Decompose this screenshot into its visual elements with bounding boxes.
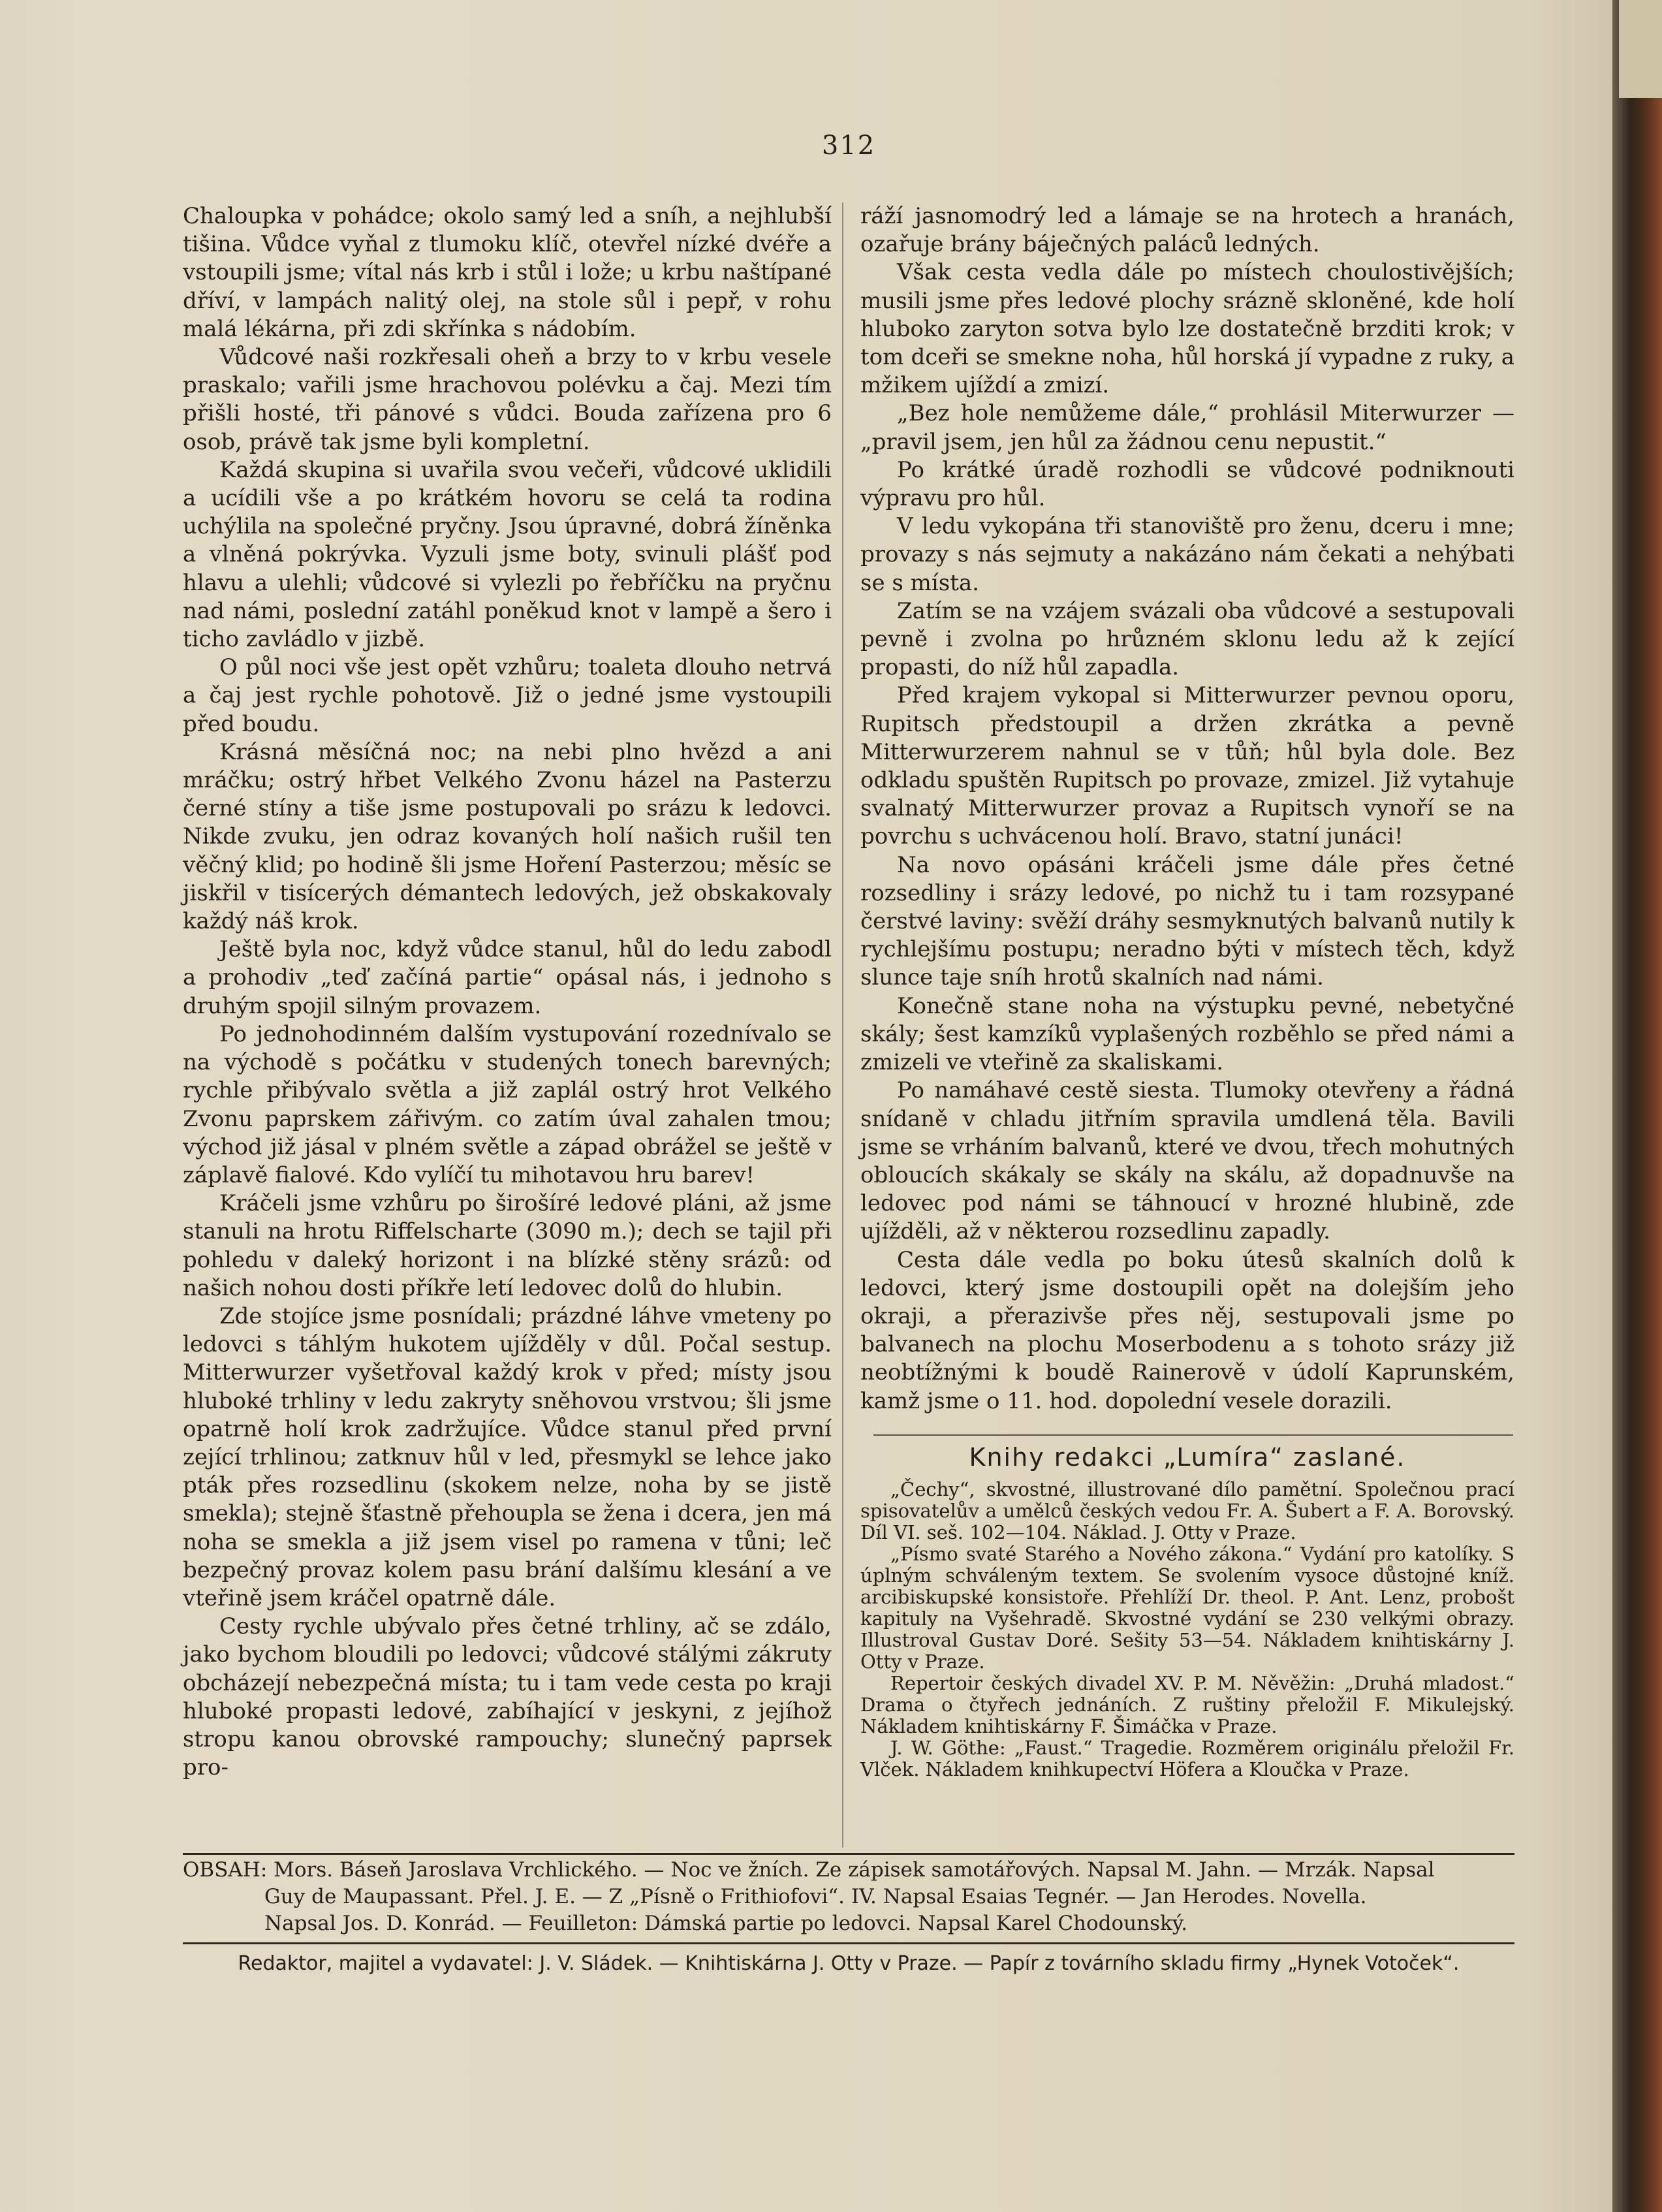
book-entry: J. W. Göthe: „Faust.“ Tragedie. Rozměrem originálu přeložil Fr. Vlček. Nákladem knihkupectví Höfera a Kloučka v Praze. <box>860 1737 1514 1780</box>
book-entry: Repertoir českých divadel XV. P. M. Něvěžin: „Druhá mladost.“ Drama o čtyřech jednáních. Z ruštiny přeložil F. Mikulejský. Nákladem knihtiskárny F. Šimáčka v Praze. <box>860 1672 1514 1737</box>
page-number: 312 <box>821 131 876 161</box>
paragraph: Před krajem vykopal si Mitterwurzer pevnou oporu, Rupitsch předstoupil a držen zkrátka a pevně Mitterwurzerem nahnul se v tůň; hůl byla dole. Bez odkladu spuštěn Rupitsch po provaze, zmizel. Již vytahuje svalnatý Mitterwurzer provaz a Rupitsch vynoří se na povrchu s uchvácenou holí. Bravo, statní junáci! <box>860 682 1514 850</box>
paragraph: Krásná měsíčná noc; na nebi plno hvězd a ani mráčku; ostrý hřbet Velkého Zvonu házel na Pasterzu černé stíny a tiše jsme postupovali po srázu k ledovci. Nikde zvuku, jen odraz kovaných holí našich rušil ten věčný klid; po hodině šli jsme Hoření Pasterzou; měsíc se jiskřil v tisícerých démantech ledových, jež obskakovaly každý náš krok. <box>183 738 832 935</box>
contents-line: OBSAH: Mors. Báseň Jaroslava Vrchlického. — Noc ve žních. Ze zápisek samotářových. Napsal M. Jahn. — Mrzák. Napsal <box>183 1858 1435 1882</box>
paragraph: Cesty rychle ubývalo přes četné trhliny, ač se zdálo, jako bychom bloudili po ledovci; vůdcové stálými zákruty obcházejí nebezpečná místa; tu i tam vede cesta po kraji hluboké propasti ledové, zabíhající v jeskyni, z jejíhož stropu kanou obrovské rampouchy; slunečný paprsek pro- <box>183 1613 832 1781</box>
paragraph: Konečně stane noha na výstupku pevné, nebetyčné skály; šest kamzíků vyplašených rozběhlo se před námi a zmizeli ve vteřině za skaliskami. <box>860 992 1514 1076</box>
contents-bottom-rule <box>183 1942 1514 1944</box>
book-entry: „Čechy“, skvostné, illustrované dílo pamětní. Společnou prací spisovatelův a umělců českých vedou Fr. A. Šubert a F. A. Borovský. Díl VI. seš. 102—104. Náklad. J. Otty v Praze. <box>860 1478 1514 1543</box>
paragraph: Však cesta vedla dále po místech choulostivějších; musili jsme přes ledové plochy srázně skloněné, kde holí hluboko zaryton sotva bylo lze dostatečně brzditi krok; v tom dceři se smekne noha, hůl horská jí vypadne z ruky, a mžikem ujíždí a zmizí. <box>860 259 1514 399</box>
contents-line: Guy de Maupassant. Přel. J. E. — Z „Písně o Frithiofovi“. IV. Napsal Esaias Tegnér. — Jan Herodes. Novella. <box>264 1885 1367 1908</box>
paragraph: Na novo opásáni kráčeli jsme dále přes četné rozsedliny i srázy ledové, po nichž tu i tam rozsypané čerstvé laviny: svěží dráhy sesmyknutých balvanů nutily k rychlejšímu postupu; neradno býti v místech těch, když slunce taje sníh hrotů skalních nad námi. <box>860 851 1514 991</box>
paragraph: Po namáhavé cestě siesta. Tlumoky otevřeny a řádná snídaně v chladu jitřním spravila umdlená těla. Bavili jsme se vrháním balvanů, které ve dvou, třech mohutných obloucích skákaly se skály na skálu, až dopadnuvše na ledovec pod námi se táhnoucí v hrozné hlubině, zde ujížděli, až v některou rozsedlinu zapadly. <box>860 1077 1514 1245</box>
paragraph: Kráčeli jsme vzhůru po širošíré ledové pláni, až jsme stanuli na hrotu Riffelscharte (3090 m.); dech se tajil při pohledu v daleký horizont i na blízké stěny srázů: od našich nohou dosti příkře letí ledovec dolů do hlubin. <box>183 1190 832 1301</box>
paragraph: Po krátké úradě rozhodli se vůdcové podniknouti výpravu pro hůl. <box>860 456 1514 512</box>
paragraph: Cesta dále vedla po boku útesů skalních dolů k ledovci, který jsme dostoupili opět na dolejším jeho okraji, a přerazivše přes něj, sestupovali jsme po balvanech na plochu Moserbodenu a s tohoto srázy již neobtížnými k boudě Rainerově v údolí Kaprunském, kamž jsme o 11. hod. dopolední vesele dorazili. <box>860 1246 1514 1414</box>
paragraph: Ještě byla noc, když vůdce stanul, hůl do ledu zabodl a prohodiv „teď začíná partie“ opásal nás, i jednoho s druhým spojil silným provazem. <box>183 936 832 1019</box>
paragraph: Zde stojíce jsme posnídali; prázdné láhve vmeteny po ledovci s táhlým hukotem ujížděly v důl. Počal sestup. Mitterwurzer vyšetřoval každý krok v před; místy jsou hluboké trhliny v ledu zakryty sněhovou vrstvou; šli jsme opatrně holí krok zadržujíce. Vůdce stanul před první zející trhlinou; zatknuv hůl v led, přesmykl se lehce jako pták přes rozsedlinu (skokem nelze, noha by se jistě smekla); stejně šťastně přehoupla se žena i dcera, jen má noha se smekla a již jsem visel po ramena v tůni; leč bezpečný provaz kolem pasu brání dalšímu klesání a ve vteřině jsem kráčel opatrně dále. <box>183 1303 832 1611</box>
page-corner <box>1619 0 1662 98</box>
paragraph: O půl noci vše jest opět vzhůru; toaleta dlouho netrvá a čaj jest rychle pohotově. Již o jedné jsme vystoupili před boudu. <box>183 654 832 737</box>
paragraph: Chaloupka v pohádce; okolo samý led a sníh, a nejhlubší tišina. Vůdce vyňal z tlumoku klíč, otevřel nízké dvéře a vstoupili jsme; vítal nás krb i stůl i lože; u krbu naštípané dříví, v lampách nalitý olej, na stole sůl i pepř, v rohu malá lékárna, při zdi skřínka s nádobím. <box>183 203 832 342</box>
books-heading: Knihy redakci „Lumíra“ zaslané. <box>969 1443 1406 1472</box>
book-entry: „Písmo svaté Starého a Nového zákona.“ Vydání pro katolíky. S úplným schváleným textem. Se svolením vysoce důstojné kníž. arcibiskupské konsistoře. Přehlíží Dr. theol. P. Ant. Lenz, probošt kapituly na Vyšehradě. Skvostné vydání se 230 velkými obrazy. Illustroval Gustav Doré. Sešity 53—54. Nákladem knihtiskárny J. Otty v Praze. <box>860 1543 1514 1673</box>
left-column <box>183 202 832 1782</box>
contents-line: Napsal Jos. D. Konrád. — Feuilleton: Dámská partie po ledovci. Napsal Karel Chodounský. <box>264 1912 1188 1935</box>
paragraph: Vůdcové naši rozkřesali oheň a brzy to v krbu vesele praskalo; vařili jsme hrachovou polévku a čaj. Mezi tím přišli hosté, tři pánové s vůdci. Bouda zařízena pro 6 osob, právě tak jsme byli kompletní. <box>183 344 832 455</box>
books-list <box>860 1479 1514 1780</box>
paragraph: V ledu vykopána tři stanoviště pro ženu, dceru i mne; provazy s nás sejmuty a nakázáno nám čekati a nehýbati se s místa. <box>860 513 1514 596</box>
paragraph: Každá skupina si uvařila svou večeři, vůdcové uklidili a ucídili vše a po krátkém hovoru se celá ta rodina uchýlila na společné pryčny. Jsou úpravné, dobrá žíněnka a vlněná pokrývka. Vyzuli jsme boty, svinuli plášť pod hlavu a ulehli; vůdcové si vylezli po řebříčku na pryčnu nad námi, poslední zatáhl poněkud knot v lampě a šero i ticho zavládlo v jizbě. <box>183 456 832 653</box>
table-of-contents <box>183 1857 1514 1937</box>
right-column <box>860 202 1514 1415</box>
imprint-footer: Redaktor, majitel a vydavatel: J. V. Sládek. — Knihtiskárna J. Otty v Praze. — Papír z továrního skladu firmy „Hynek Votoček“. <box>238 1952 1460 1975</box>
contents-top-rule <box>183 1853 1514 1855</box>
book-spine <box>1612 0 1662 2212</box>
paragraph: Po jednohodinném dalším vystupování rozednívalo se na východě s počátku v studených tonech barevných; rychle přibývalo světla a již zaplál ostrý hrot Velkého Zvonu paprskem zářivým. co zatím úval zahalen tmou; východ již jásal v plném světle a západ obrážel se ještě v záplavě fialové. Kdo vylíčí tu mihotavou hru barev! <box>183 1020 832 1188</box>
paragraph: „Bez hole nemůžeme dále,“ prohlásil Miterwurzer — „pravil jsem, jen hůl za žádnou cenu nepustit.“ <box>860 400 1514 455</box>
section-rule <box>873 1434 1513 1436</box>
paragraph: ráží jasnomodrý led a lámaje se na hrotech a hranách, ozařuje brány báječných paláců ledných. <box>860 203 1514 258</box>
paragraph: Zatím se na vzájem svázali oba vůdcové a sestupovali pevně i zvolna po hrůzném sklonu ledu až k zející propasti, do níž hůl zapadla. <box>860 597 1514 681</box>
column-divider <box>842 202 843 1848</box>
